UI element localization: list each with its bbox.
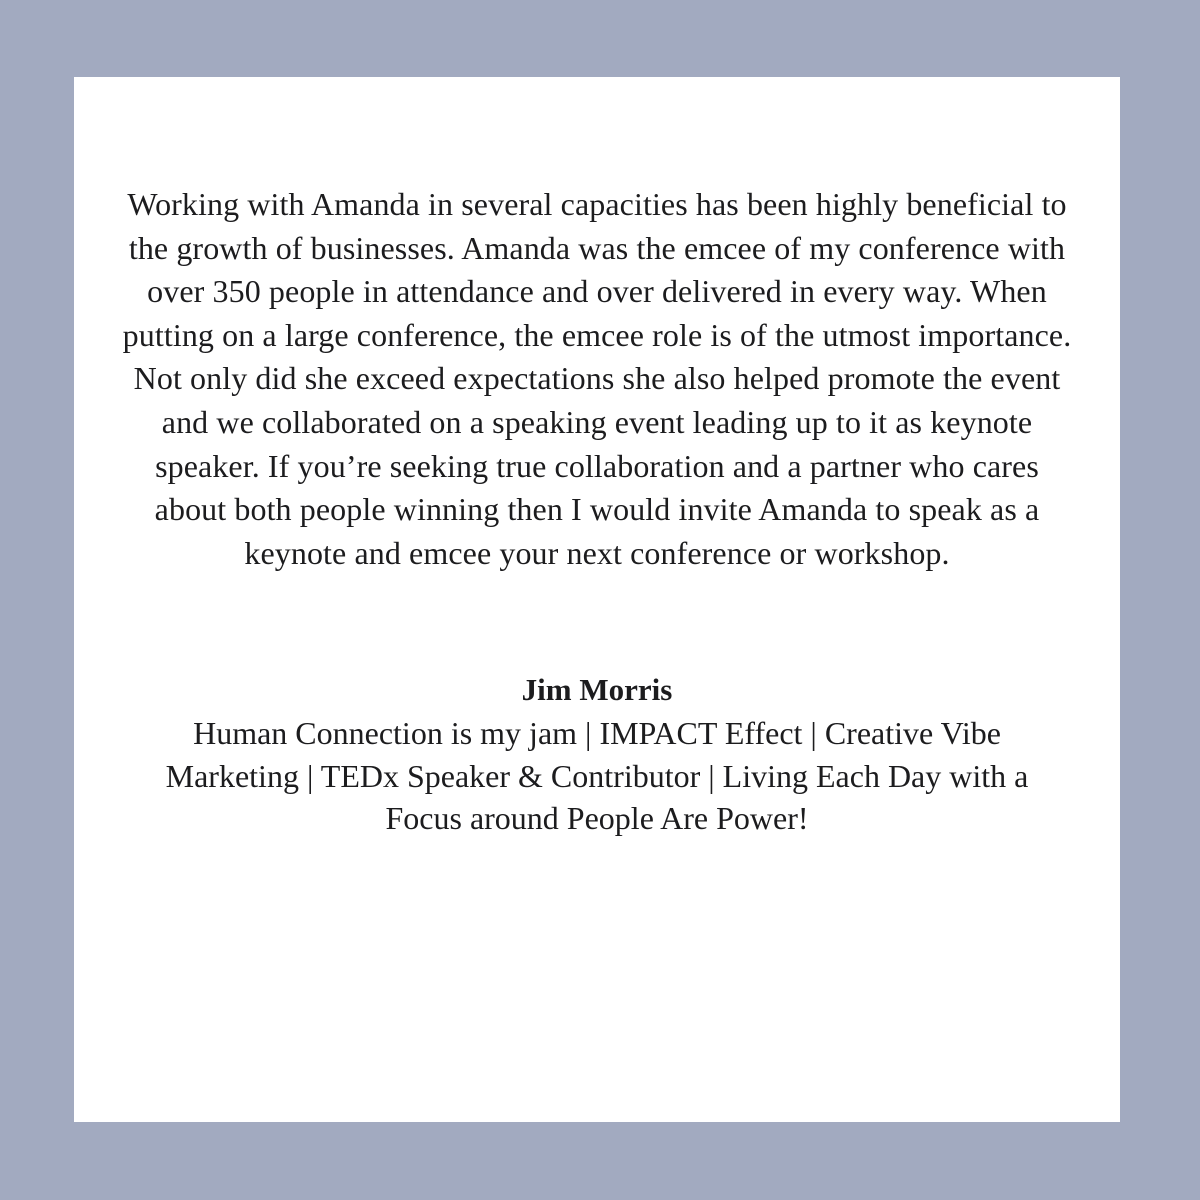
testimonial-signature xyxy=(74,669,1120,840)
author-title: Human Connection is my jam | IMPACT Effect | Creative Vibe Marketing | TEDx Speaker & Contributor | Living Each Day with a Focus around People Are Power! xyxy=(165,715,1029,837)
author-name: Jim Morris xyxy=(521,672,673,708)
testimonial-quote: Working with Amanda in several capacities has been highly beneficial to the growth of businesses. Amanda was the emcee of my conference with over 350 people in attendance and over delivered in every way. When putting on a large conference, the emcee role is of the utmost importance. Not only did she exceed expectations she also helped promote the event and we collaborated on a speaking event leading up to it as keynote speaker. If you’re seeking true collaboration and a partner who cares about both people winning then I would invite Amanda to speak as a keynote and emcee your next conference or workshop. xyxy=(122,186,1072,571)
testimonial-card xyxy=(74,77,1120,1122)
